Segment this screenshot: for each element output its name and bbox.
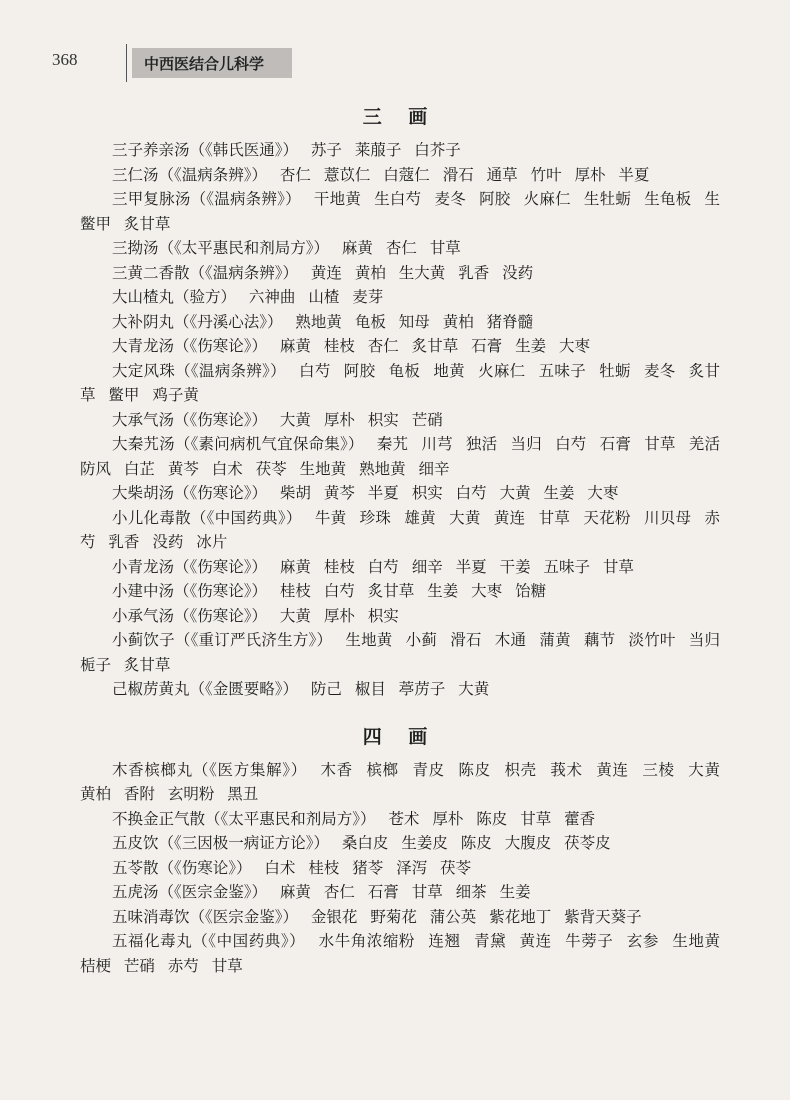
formula-entry: 大柴胡汤（《伤寒论》） 柴胡 黄芩 半夏 枳实 白芍 大黄 生姜 大枣	[112, 484, 619, 502]
formula-entry: 三拗汤（《太平惠民和剂局方》） 麻黄 杏仁 甘草	[112, 239, 461, 257]
formula-entry: 五皮饮（《三因极一病证方论》） 桑白皮 生姜皮 陈皮 大腹皮 茯苓皮	[112, 834, 611, 852]
formula-entry: 大承气汤（《伤寒论》） 大黄 厚朴 枳实 芒硝	[112, 410, 443, 429]
formula-entry: 小建中汤（《伤寒论》） 桂枝 白芍 炙甘草 生姜 大枣 饴糖	[112, 582, 547, 600]
formula-entry: 五虎汤（《医宗金鉴》） 麻黄 杏仁 石膏 甘草 细茶 生姜	[112, 883, 531, 901]
page-number: 368	[52, 50, 78, 69]
formula-entry: 大青龙汤（《伤寒论》） 麻黄 桂枝 杏仁 炙甘草 石膏 生姜 大枣	[112, 337, 590, 355]
formula-entry: 五味消毒饮（《医宗金鉴》） 金银花 野菊花 蒲公英 紫花地丁 紫背天葵子	[112, 907, 642, 926]
page-header	[40, 44, 750, 80]
running-head-title: 中西医结合儿科学	[144, 55, 265, 73]
formula-entry: 不换金正气散（《太平惠民和剂局方》） 苍术 厚朴 陈皮 甘草 藿香	[112, 809, 596, 828]
section-heading-three-strokes: 三 画	[362, 106, 438, 128]
formula-index	[80, 100, 720, 978]
formula-entry: 三甲复脉汤（《温病条辨》） 干地黄 生白芍 麦冬 阿胶 火麻仁 生牡蛎 生龟板 生鳖甲 炙甘草	[80, 190, 720, 233]
formula-entry: 小青龙汤（《伤寒论》） 麻黄 桂枝 白芍 细辛 半夏 干姜 五味子 甘草	[112, 557, 634, 576]
section-heading-four-strokes: 四 画	[362, 725, 438, 748]
formula-entry: 三子养亲汤（《韩氏医通》） 苏子 莱菔子 白芥子	[112, 141, 461, 159]
formula-entry: 大山楂丸（验方） 六神曲 山楂 麦芽	[112, 288, 384, 306]
formula-entry: 小蓟饮子（《重订严氏济生方》） 生地黄 小蓟 滑石 木通 蒲黄 藕节 淡竹叶 当归 栀子 炙甘草	[80, 631, 720, 674]
formula-entry: 三仁汤（《温病条辨》） 杏仁 薏苡仁 白蔻仁 滑石 通草 竹叶 厚朴 半夏	[112, 165, 650, 184]
formula-entry: 五福化毒丸（《中国药典》） 水牛角浓缩粉 连翘 青黛 黄连 牛蒡子 玄参 生地黄 桔梗 芒硝 赤芍 甘草	[80, 932, 720, 975]
formula-entry: 大定风珠（《温病条辨》） 白芍 阿胶 龟板 地黄 火麻仁 五味子 牡蛎 麦冬 炙甘草 鳖甲 鸡子黄	[80, 361, 720, 404]
section-gap	[80, 702, 720, 720]
formula-entry: 三黄二香散（《温病条辨》） 黄连 黄柏 生大黄 乳香 没药	[112, 263, 534, 282]
formula-entry: 小承气汤（《伤寒论》） 大黄 厚朴 枳实	[112, 606, 399, 625]
formula-entry: 大秦艽汤（《素问病机气宜保命集》） 秦艽 川芎 独活 当归 白芍 石膏 甘草 羌活 防风 白芷 黄芩 白术 茯苓 生地黄 熟地黄 细辛	[80, 435, 720, 478]
formula-entry: 大补阴丸（《丹溪心法》） 熟地黄 龟板 知母 黄柏 猪脊髓	[112, 312, 534, 331]
formula-entry: 五苓散（《伤寒论》） 白术 桂枝 猪苓 泽泻 茯苓	[112, 858, 472, 877]
header-divider	[126, 44, 127, 82]
formula-entry: 木香槟榔丸（《医方集解》） 木香 槟榔 青皮 陈皮 枳壳 莪术 黄连 三棱 大黄 黄柏 香附 玄明粉 黑丑	[80, 760, 720, 803]
formula-entry: 小儿化毒散（《中国药典》） 牛黄 珍珠 雄黄 大黄 黄连 甘草 天花粉 川贝母 赤芍 乳香 没药 冰片	[80, 508, 720, 551]
formula-entry: 己椒苈黄丸（《金匮要略》） 防己 椒目 葶苈子 大黄	[112, 680, 490, 698]
